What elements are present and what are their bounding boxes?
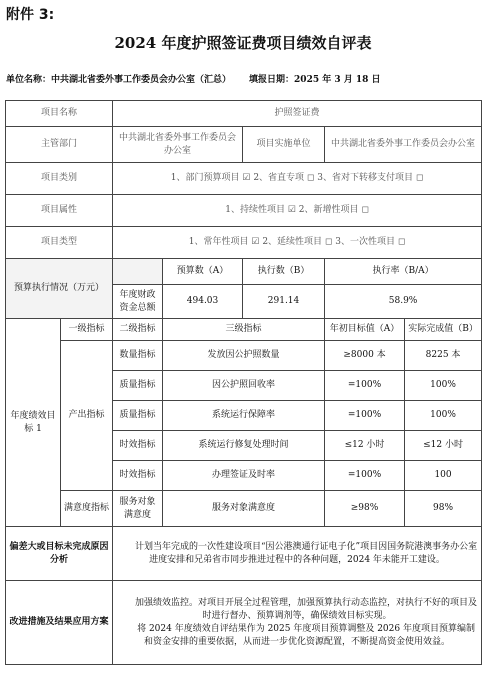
actual-cell: 8225 本 bbox=[405, 341, 482, 371]
budget-col-header: 预算数（A） bbox=[163, 259, 243, 285]
attachment-label: 附件 3: bbox=[6, 7, 55, 23]
unit-name-value: 中共湖北省委外事工作委员会办公室（汇总） bbox=[51, 75, 232, 85]
level3-cell: 系统运行保障率 bbox=[163, 401, 325, 431]
actual-cell: 100% bbox=[405, 401, 482, 431]
unit-line bbox=[6, 72, 381, 85]
measures-paragraph-2: 将 2024 年度绩效自评结果作为 2025 年度项目预算调整及 2026 年度项目预算编制和资金安排的重要依据，从而进一步优化资源配置，不断提高资金使用效益。 bbox=[137, 623, 475, 647]
row-department bbox=[6, 127, 482, 163]
category-label: 项目类别 bbox=[6, 163, 113, 195]
dept-label: 主管部门 bbox=[6, 127, 113, 163]
rate-col-header: 执行率（B/A） bbox=[325, 259, 482, 285]
actual-cell: 98% bbox=[405, 491, 482, 527]
target-cell: ≥98% bbox=[325, 491, 405, 527]
fill-date-label: 填报日期： bbox=[249, 75, 295, 85]
category-options: 1、部门预算项目 ☑ 2、省直专项 ◻ 3、省对下转移支付项目 ◻ bbox=[113, 163, 482, 195]
deviation-label: 偏差大或目标未完成原因分析 bbox=[6, 527, 113, 581]
type-label: 项目类型 bbox=[6, 227, 113, 259]
exec-value: 291.14 bbox=[243, 285, 325, 319]
row-category bbox=[6, 163, 482, 195]
rate-value: 58.9% bbox=[325, 285, 482, 319]
level2-cell: 质量指标 bbox=[113, 401, 163, 431]
impl-unit-label: 项目实施单位 bbox=[243, 127, 325, 163]
target-cell: =100% bbox=[325, 461, 405, 491]
table-row bbox=[6, 341, 482, 371]
level1-header: 一级指标 bbox=[61, 319, 113, 341]
evaluation-table bbox=[5, 100, 482, 665]
row-project-name bbox=[6, 101, 482, 127]
target-cell: ≥8000 本 bbox=[325, 341, 405, 371]
attribute-options: 1、持续性项目 ☑ 2、新增性项目 ◻ bbox=[113, 195, 482, 227]
row-indicator-header bbox=[6, 319, 482, 341]
level3-cell: 发放因公护照数量 bbox=[163, 341, 325, 371]
project-name-value: 护照签证费 bbox=[113, 101, 482, 127]
level3-cell: 系统运行修复处理时间 bbox=[163, 431, 325, 461]
budget-value: 494.03 bbox=[163, 285, 243, 319]
measures-label: 改进措施及结果应用方案 bbox=[6, 581, 113, 665]
exec-col-header: 执行数（B） bbox=[243, 259, 325, 285]
performance-goal-label: 年度绩效目标 1 bbox=[6, 319, 61, 527]
target-cell: =100% bbox=[325, 401, 405, 431]
measures-text bbox=[113, 581, 482, 665]
level2-header: 二级指标 bbox=[113, 319, 163, 341]
output-indicator-label: 产出指标 bbox=[61, 341, 113, 491]
attribute-label: 项目属性 bbox=[6, 195, 113, 227]
unit-name-label: 单位名称： bbox=[6, 75, 52, 85]
level2-cell: 时效指标 bbox=[113, 431, 163, 461]
level3-cell: 服务对象满意度 bbox=[163, 491, 325, 527]
row-measures bbox=[6, 581, 482, 665]
impl-unit-value: 中共湖北省委外事工作委员会办公室 bbox=[325, 127, 482, 163]
target-cell: =100% bbox=[325, 371, 405, 401]
level2-cell: 质量指标 bbox=[113, 371, 163, 401]
level2-cell: 服务对象满意度 bbox=[113, 491, 163, 527]
fiscal-total-label: 年度财政资金总额 bbox=[113, 285, 163, 319]
row-type bbox=[6, 227, 482, 259]
level3-cell: 办理签证及时率 bbox=[163, 461, 325, 491]
measures-paragraph-1: 加强绩效监控。对项目开展全过程管理，加强预算执行动态监控，对执行不好的项目及时进行督办、预算调剂等，确保绩效目标实现。 bbox=[135, 597, 478, 621]
row-budget-header bbox=[6, 259, 482, 285]
actual-cell: 100% bbox=[405, 371, 482, 401]
actual-header: 实际完成值（B） bbox=[405, 319, 482, 341]
level3-cell: 因公护照回收率 bbox=[163, 371, 325, 401]
table-row bbox=[6, 491, 482, 527]
actual-cell: ≤12 小时 bbox=[405, 431, 482, 461]
satisfaction-indicator-label: 满意度指标 bbox=[61, 491, 113, 527]
deviation-text: 计划当年完成的一次性建设项目“因公港澳通行证电子化”项目因国务院港澳事务办公室进度安排和兄弟省市同步推进过程中的各种问题，2024 年未能开工建设。 bbox=[113, 527, 482, 581]
level2-cell: 数量指标 bbox=[113, 341, 163, 371]
project-name-label: 项目名称 bbox=[6, 101, 113, 127]
target-cell: ≤12 小时 bbox=[325, 431, 405, 461]
actual-cell: 100 bbox=[405, 461, 482, 491]
target-header: 年初目标值（A） bbox=[325, 319, 405, 341]
fill-date-value: 2025 年 3 月 18 日 bbox=[294, 75, 381, 85]
type-options: 1、常年性项目 ☑ 2、延续性项目 ◻ 3、一次性项目 ◻ bbox=[113, 227, 482, 259]
budget-section-label: 预算执行情况（万元） bbox=[6, 259, 113, 319]
row-attribute bbox=[6, 195, 482, 227]
budget-blank-cell bbox=[113, 259, 163, 285]
dept-value: 中共湖北省委外事工作委员会办公室 bbox=[113, 127, 243, 163]
level3-header: 三级指标 bbox=[163, 319, 325, 341]
row-deviation bbox=[6, 527, 482, 581]
page-title: 2024 年度护照签证费项目绩效自评表 bbox=[114, 34, 372, 52]
level2-cell: 时效指标 bbox=[113, 461, 163, 491]
